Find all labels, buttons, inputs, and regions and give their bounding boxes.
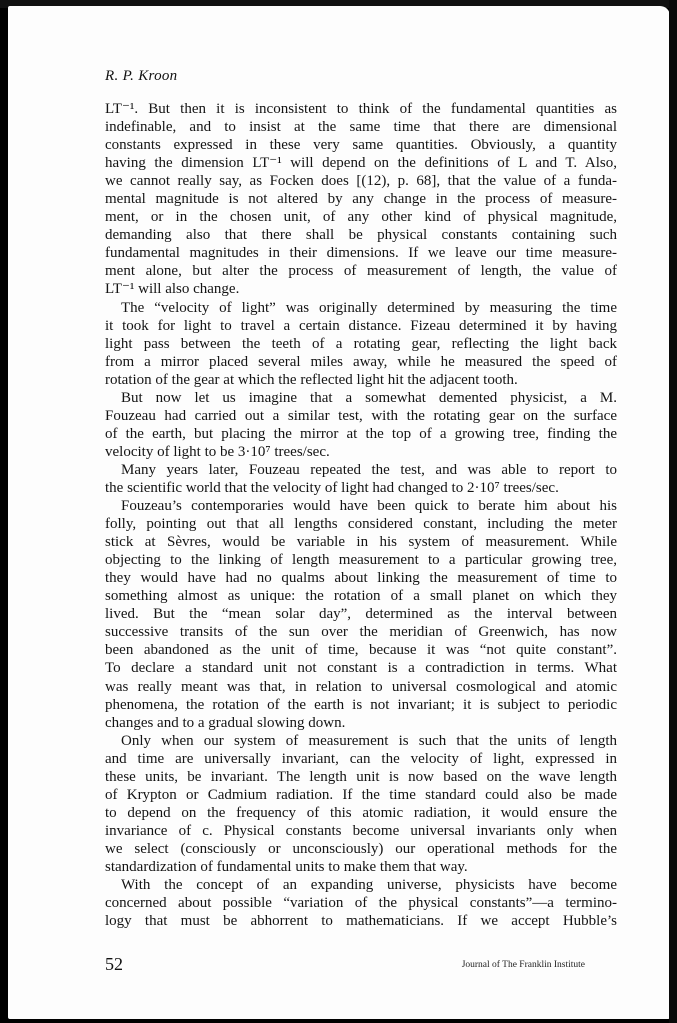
text-line: of Krypton or Cadmium radiation. If the time standard could also be made: [105, 786, 617, 803]
page-number: 52: [105, 954, 123, 974]
text-line: these units, be invariant. The length unit is now based on the wave length: [105, 768, 617, 785]
paragraph: [105, 732, 617, 876]
text-line: and time are universally invariant, can the velocity of light, expressed in: [105, 750, 617, 767]
text-line: logy that must be abhorrent to mathematicians. If we accept Hubble’s: [105, 913, 617, 930]
text-line: they would have had no qualms about linking the measurement of time to: [105, 570, 617, 587]
text-line: LT⁻¹ will also change.: [105, 281, 240, 298]
text-line: phenomena, the rotation of the earth is not invariant; it is subject to periodic: [105, 696, 617, 713]
paragraph: [105, 299, 617, 389]
text-line: But now let us imagine that a somewhat demented physicist, a M.: [121, 389, 617, 406]
text-line: invariance of c. Physical constants become universal invariants only when: [105, 822, 617, 839]
text-line: mental magnitude is not altered by any change in the process of measure-: [105, 191, 617, 208]
text-line: fundamental magnitudes in their dimensions. If we leave our time measure-: [105, 245, 617, 262]
text-line: we select (consciously or unconsciously) our operational methods for the: [105, 840, 617, 857]
text-line: indefinable, and to insist at the same time that there are dimensional: [105, 119, 617, 136]
paragraph: [105, 100, 617, 299]
text-line: of the earth, but placing the mirror at the top of a growing tree, finding the: [105, 425, 617, 442]
journal-footer: Journal of The Franklin Institute: [461, 960, 585, 970]
text-line: lived. But the “mean solar day”, determined as the interval between: [105, 606, 617, 623]
text-line: to depend on the frequency of this atomic radiation, it would ensure the: [105, 804, 617, 821]
text-line: demanding also that there shall be physical constants containing such: [105, 227, 617, 244]
paragraph: [105, 461, 617, 497]
text-line: Fouzeau had carried out a similar test, with the rotating gear on the surface: [105, 407, 617, 424]
text-line: standardization of fundamental units to make them that way.: [105, 858, 468, 875]
paragraph: [105, 389, 617, 461]
text-line: changes and to a gradual slowing down.: [105, 714, 346, 731]
paragraph: [105, 497, 617, 732]
text-line: rotation of the gear at which the reflected light hit the adjacent tooth.: [105, 371, 518, 388]
running-head-author: R. P. Kroon: [105, 68, 178, 84]
text-line: from a mirror placed several miles away, while he measured the speed of: [105, 353, 617, 370]
text-line: Only when our system of measurement is such that the units of length: [121, 732, 617, 749]
article-body: [105, 100, 617, 930]
text-line: something almost as unique: the rotation of a small planet on which they: [105, 588, 617, 605]
text-line: light pass between the teeth of a rotating gear, reflecting the light back: [105, 335, 617, 352]
text-line: To declare a standard unit not constant is a contradiction in terms. What: [105, 660, 617, 677]
text-line: concerned about possible “variation of the physical constants”—a termino-: [105, 895, 617, 912]
text-line: objecting to the linking of length measurement to a particular growing tree,: [105, 552, 617, 569]
text-line: Fouzeau’s contemporaries would have been quick to berate him about his: [121, 498, 617, 515]
text-line: successive transits of the sun over the meridian of Greenwich, has now: [105, 624, 617, 641]
text-line: The “velocity of light” was originally determined by measuring the time: [121, 299, 617, 316]
text-line: the scientific world that the velocity of light had changed to 2·10⁷ trees/sec.: [105, 479, 559, 496]
text-line: folly, pointing out that all lengths considered constant, including the meter: [105, 516, 617, 533]
text-line: been abandoned as the unit of time, because it was “not quite constant”.: [105, 642, 617, 659]
text-line: LT⁻¹. But then it is inconsistent to think of the fundamental quantities as: [105, 101, 617, 117]
text-line: With the concept of an expanding universe, physicists have become: [121, 877, 617, 894]
paragraph: [105, 876, 617, 930]
text-line: ment, or in the chosen unit, of any other kind of physical magnitude,: [105, 209, 617, 226]
scan-right-border: [669, 0, 677, 1023]
text-line: was really meant was that, in relation to universal cosmological and atomic: [105, 678, 617, 695]
text-line: stick at Sèvres, would be variable in his system of measurement. While: [105, 534, 617, 551]
text-line: constants expressed in these very same quantities. Obviously, a quantity: [105, 137, 617, 154]
text-line: it took for light to travel a certain distance. Fizeau determined it by having: [105, 317, 617, 334]
text-line: velocity of light to be 3·10⁷ trees/sec.: [105, 443, 330, 460]
text-line: we cannot really say, as Focken does [(12), p. 68], that the value of a funda-: [105, 173, 617, 190]
text-line: Many years later, Fouzeau repeated the test, and was able to report to: [121, 461, 617, 478]
text-line: ment alone, but alter the process of measurement of length, the value of: [105, 263, 617, 280]
text-line: having the dimension LT⁻¹ will depend on the definitions of L and T. Also,: [105, 155, 617, 172]
